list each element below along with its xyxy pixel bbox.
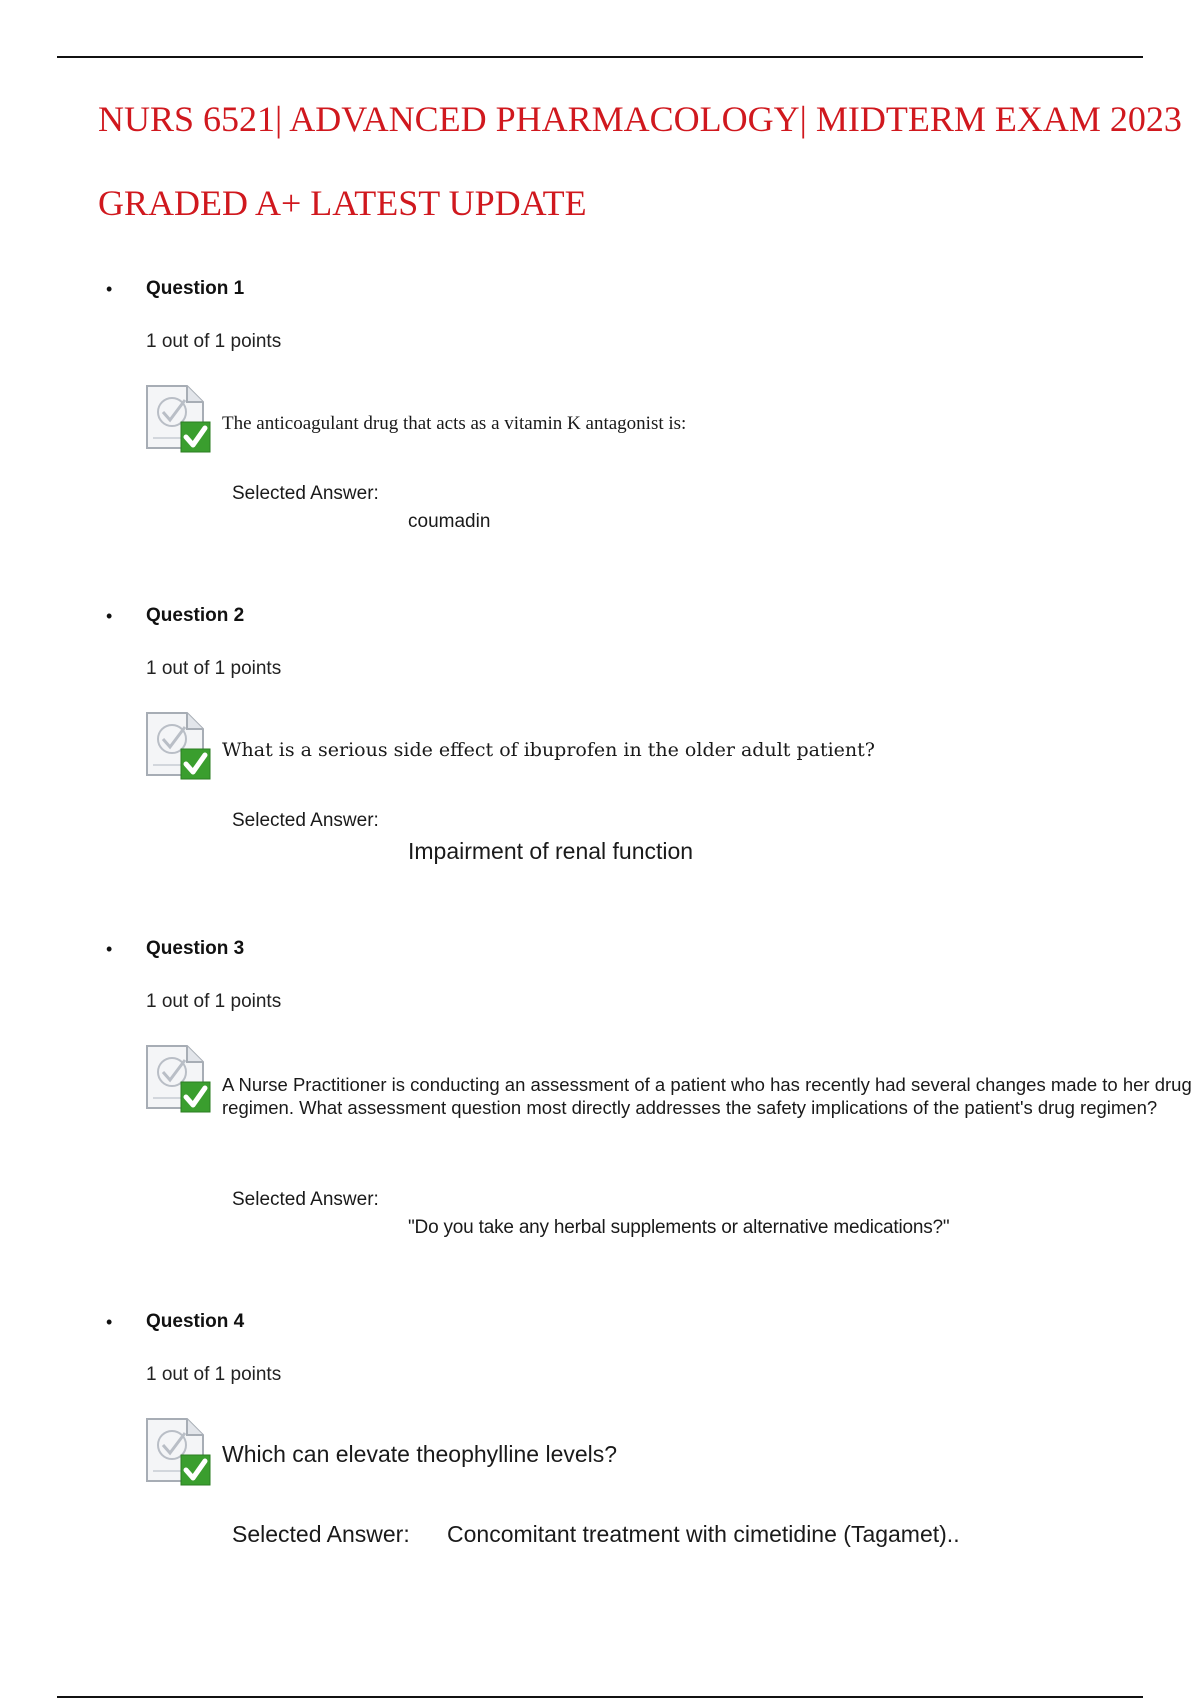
selected-answer-value: "Do you take any herbal supplements or alternative medications?" bbox=[408, 1217, 950, 1238]
bullet: • bbox=[106, 279, 113, 299]
document-title-line-1: NURS 6521| ADVANCED PHARMACOLOGY| MIDTERM EXAM 2023 bbox=[98, 99, 1182, 139]
bullet: • bbox=[106, 1312, 113, 1332]
question-points: 1 out of 1 points bbox=[146, 331, 282, 352]
bullet: • bbox=[106, 939, 113, 959]
selected-answer-value: coumadin bbox=[408, 511, 491, 532]
question-points: 1 out of 1 points bbox=[146, 658, 282, 679]
selected-answer-value: Impairment of renal function bbox=[408, 838, 694, 864]
question-block bbox=[0, 938, 1200, 1238]
correct-answer-check-icon bbox=[145, 1044, 211, 1114]
question-block bbox=[0, 1311, 1200, 1547]
document-title-line-2: GRADED A+ LATEST UPDATE bbox=[98, 183, 587, 223]
question-text: The anticoagulant drug that acts as a vitamin K antagonist is: bbox=[222, 413, 687, 434]
question-title: Question 3 bbox=[146, 938, 245, 959]
correct-answer-check-icon bbox=[145, 384, 211, 454]
question-text: A Nurse Practitioner is conducting an assessment of a patient who has recently had several changes made to her drug regimen. What assessment question most directly addresses the safety implications of the patient's drug regimen? bbox=[222, 1074, 1192, 1118]
question-points: 1 out of 1 points bbox=[146, 1364, 282, 1385]
question-text: Which can elevate theophylline levels? bbox=[222, 1441, 618, 1467]
selected-answer-label: Selected Answer: bbox=[232, 483, 379, 504]
correct-answer-check-icon bbox=[145, 711, 211, 781]
selected-answer-label: Selected Answer: bbox=[232, 1189, 379, 1210]
selected-answer-value: Concomitant treatment with cimetidine (Tagamet).. bbox=[447, 1521, 960, 1547]
question-points: 1 out of 1 points bbox=[146, 991, 282, 1012]
question-block bbox=[0, 278, 1200, 532]
bullet: • bbox=[106, 606, 113, 626]
question-title: Question 2 bbox=[146, 605, 245, 626]
selected-answer-label: Selected Answer: bbox=[232, 1521, 410, 1547]
top-rule bbox=[57, 56, 1143, 58]
question-title: Question 4 bbox=[146, 1311, 245, 1332]
question-text: What is a serious side effect of ibuprofen in the older adult patient? bbox=[222, 739, 875, 761]
bottom-rule bbox=[57, 1696, 1143, 1698]
selected-answer-label: Selected Answer: bbox=[232, 810, 379, 831]
correct-answer-check-icon bbox=[145, 1417, 211, 1487]
question-title: Question 1 bbox=[146, 278, 245, 299]
question-block bbox=[0, 605, 1200, 864]
